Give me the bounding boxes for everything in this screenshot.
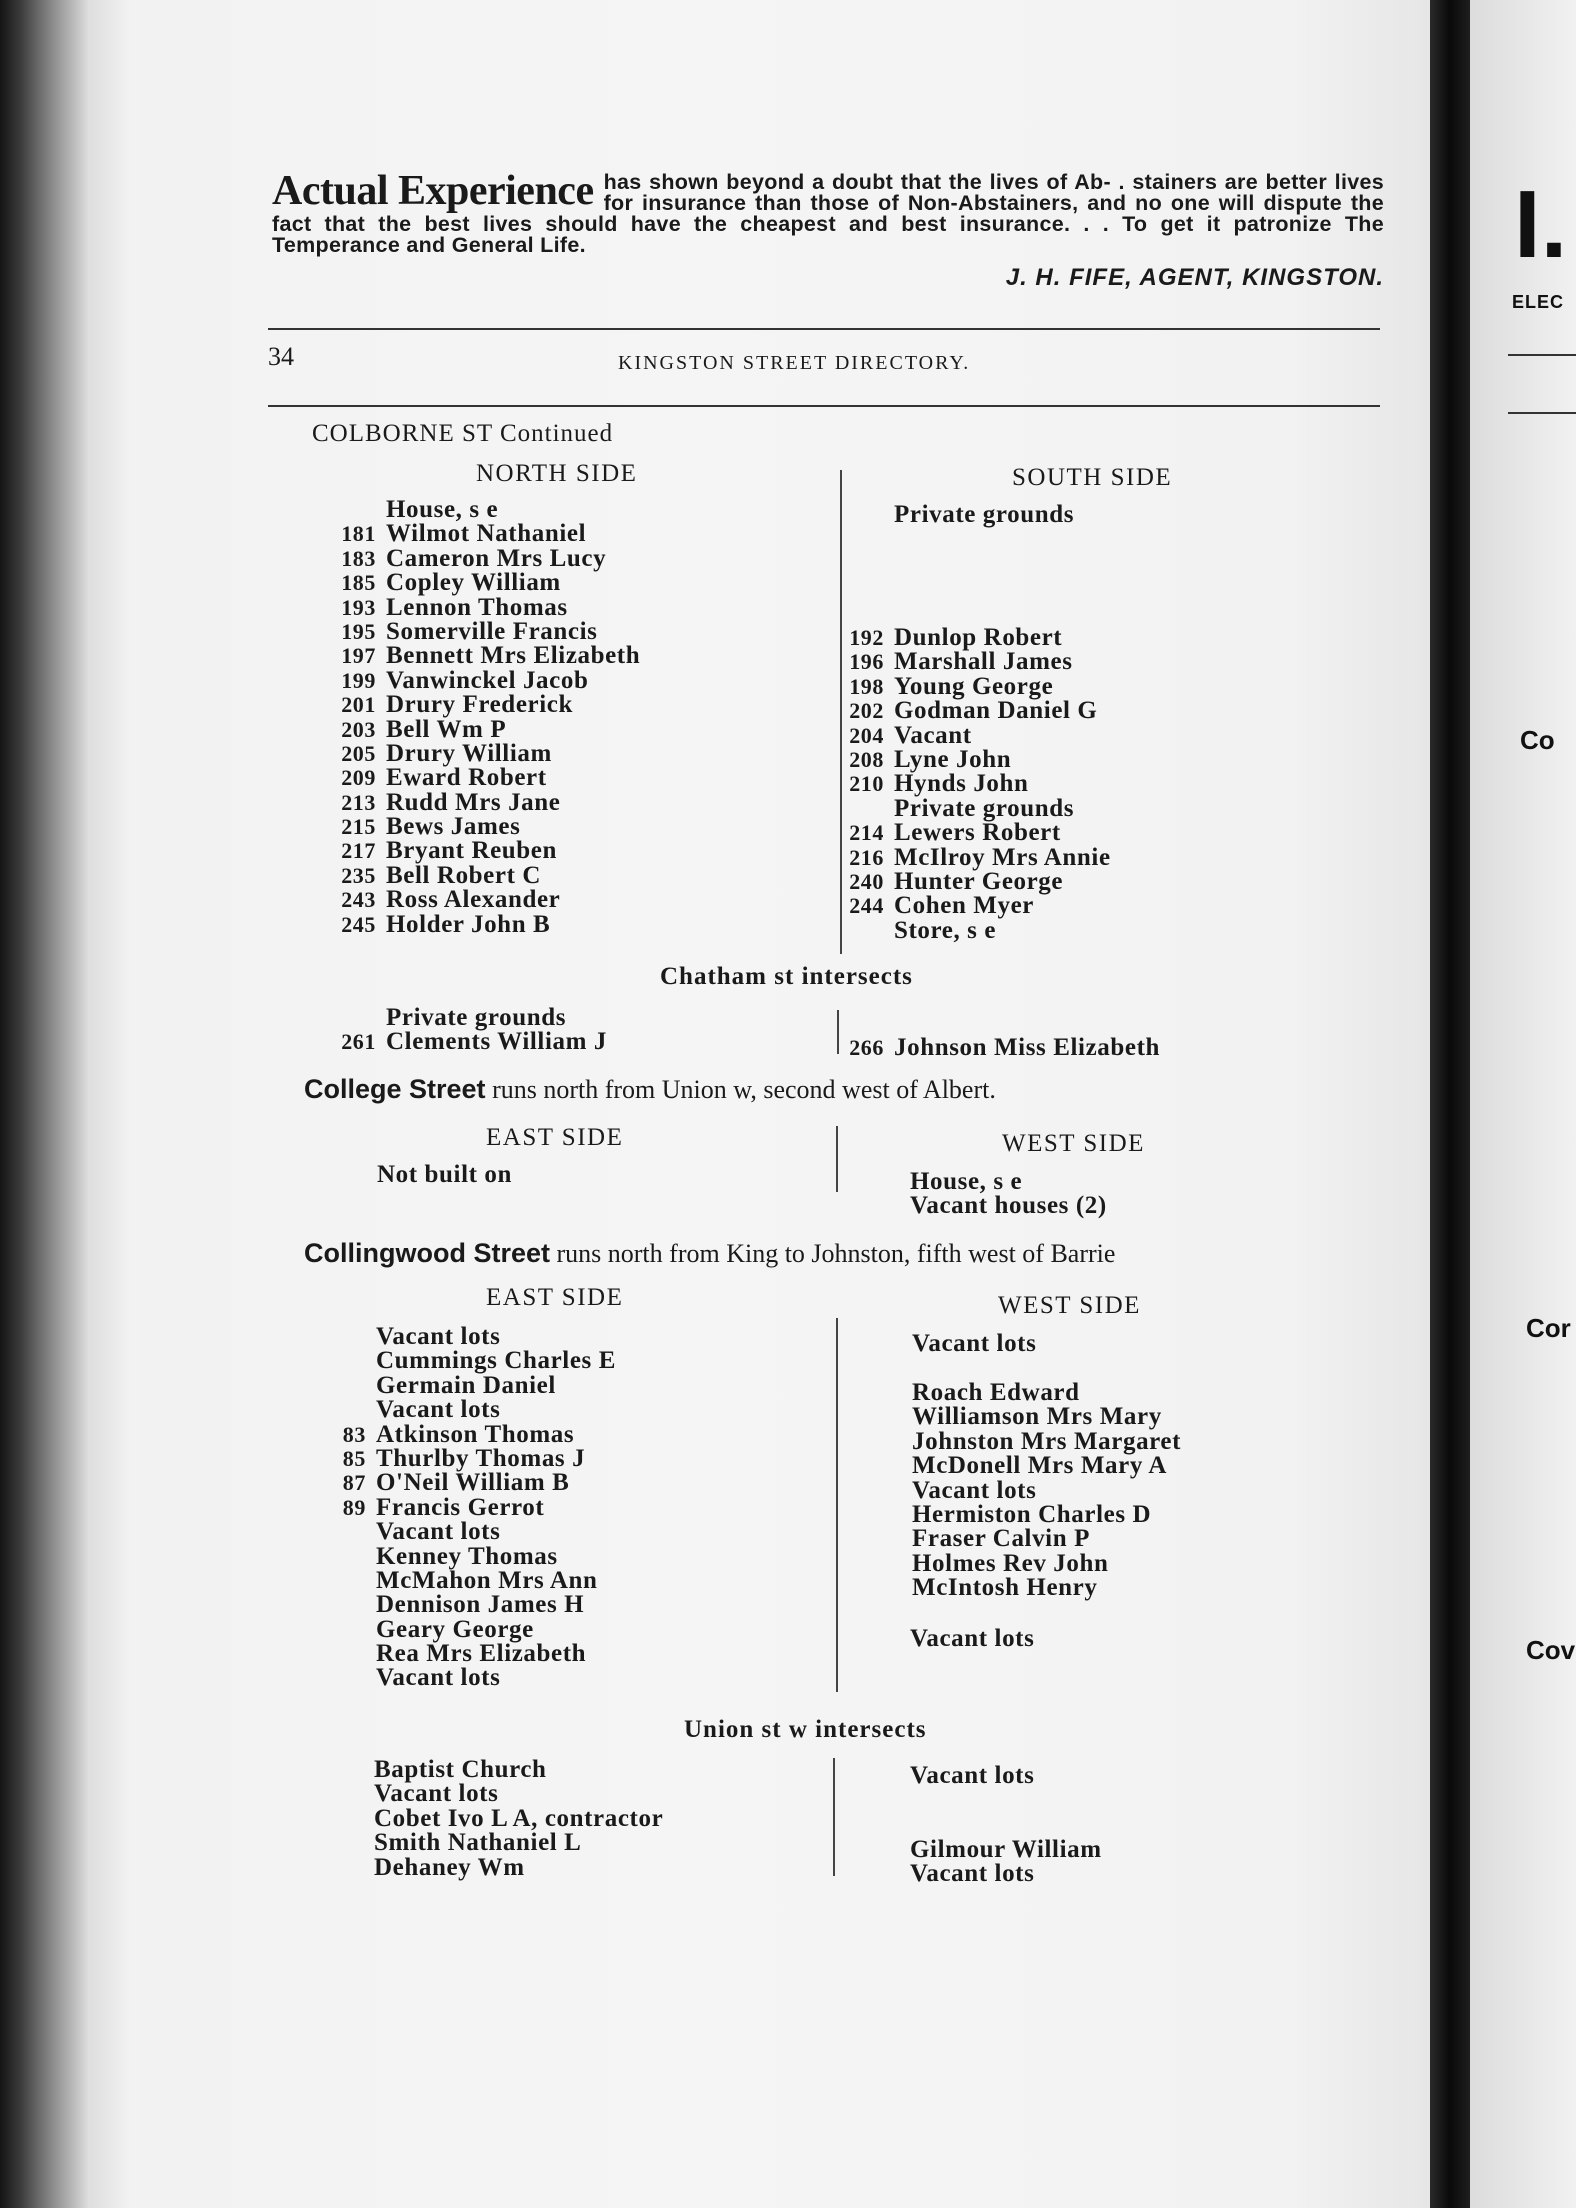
directory-entry: [312, 888, 640, 912]
resident-name: Cohen Myer: [894, 892, 1034, 920]
header-rule-bottom: [268, 405, 1380, 407]
directory-entry: [302, 1420, 616, 1448]
directory-entry: [312, 644, 640, 668]
house-number: 185: [341, 570, 376, 596]
resident-name: Bryant Reuben: [386, 837, 558, 865]
colborne-north-after-list: [312, 1006, 607, 1055]
resident-name: Wilmot Nathaniel: [386, 520, 587, 548]
next-page-word: Co: [1520, 725, 1555, 755]
book-gutter: [1430, 0, 1470, 2208]
house-number: 245: [341, 911, 376, 937]
directory-entry: [302, 1398, 616, 1422]
house-number: 183: [341, 545, 376, 571]
resident-name: Francis Gerrot: [376, 1493, 545, 1521]
directory-entry: [312, 861, 640, 889]
resident-name: Vanwinckel Jacob: [386, 666, 589, 694]
directory-entry: [312, 1030, 607, 1054]
directory-entry: [302, 1566, 616, 1594]
resident-name: Atkinson Thomas: [376, 1420, 575, 1448]
header-rule-top: [268, 328, 1380, 330]
colborne-south-header: SOUTH SIDE: [1012, 464, 1173, 491]
directory-entry: [838, 894, 1111, 918]
resident-name: Germain Daniel: [376, 1371, 556, 1399]
collingwood-street-line: [304, 1238, 1115, 1269]
house-number: 89: [342, 1494, 366, 1520]
directory-entry: [312, 617, 640, 645]
resident-name: Vacant lots: [910, 1625, 1035, 1652]
college-street-line: [304, 1074, 996, 1105]
resident-name: Dunlop Robert: [894, 624, 1063, 651]
resident-name: McIntosh Henry: [912, 1574, 1098, 1602]
directory-entry: [374, 1853, 663, 1881]
directory-entry: [912, 1405, 1181, 1429]
directory-entry: [374, 1804, 664, 1832]
directory-entry: [838, 916, 1111, 944]
directory-entry: [838, 721, 1111, 749]
resident-name: Young George: [894, 672, 1054, 700]
resident-name: Hynds John: [894, 770, 1029, 798]
directory-entry: [838, 699, 1111, 723]
collingwood-east-after-list: [374, 1758, 663, 1880]
directory-entry: [312, 522, 640, 546]
advertisement-lead: Actual Experience: [272, 168, 594, 214]
directory-entry: [838, 672, 1111, 700]
resident-name: Store, s e: [894, 916, 997, 944]
directory-entry: [374, 1831, 663, 1855]
directory-entry: [312, 498, 640, 522]
resident-name: Williamson Mrs Mary: [912, 1403, 1162, 1431]
resident-name: Dehaney Wm: [374, 1853, 525, 1881]
directory-entry: [912, 1476, 1181, 1504]
directory-entry: [910, 1862, 1102, 1886]
collingwood-intersect: Union st w intersects: [684, 1716, 927, 1743]
house-number: 214: [849, 820, 884, 846]
house-number: 235: [341, 862, 376, 888]
directory-entry: [377, 1163, 512, 1187]
directory-entry: [912, 1332, 1036, 1356]
resident-name: Vacant lots: [374, 1780, 499, 1808]
resident-name: Lewers Robert: [894, 819, 1061, 847]
colborne-south-after-list: [838, 1036, 1160, 1060]
college-east-list: [377, 1163, 512, 1187]
house-number: 243: [341, 887, 376, 913]
house-number: 193: [341, 594, 376, 620]
resident-name: Bell Robert C: [386, 861, 541, 889]
collingwood-west-top-list: [912, 1332, 1036, 1356]
column-divider: [836, 1126, 838, 1192]
resident-name: Dennison James H: [376, 1591, 585, 1619]
directory-entry: [838, 650, 1111, 674]
house-number: 208: [849, 746, 884, 772]
resident-name: Lyne John: [894, 745, 1012, 773]
resident-name: Vacant lots: [376, 1664, 501, 1692]
house-number: 217: [341, 838, 376, 864]
directory-entry: [312, 1006, 607, 1030]
resident-name: McDonell Mrs Mary A: [912, 1452, 1168, 1480]
college-street-name: College Street: [304, 1074, 486, 1104]
resident-name: Godman Daniel G: [894, 697, 1098, 725]
resident-name: Cameron Mrs Lucy: [386, 544, 607, 572]
resident-name: Hermiston Charles D: [912, 1500, 1152, 1528]
house-number: 209: [341, 765, 376, 791]
house-number: 266: [849, 1035, 884, 1060]
house-number: 240: [849, 868, 884, 894]
house-number: 198: [849, 673, 884, 699]
resident-name: Gilmour William: [910, 1836, 1102, 1863]
resident-name: Vacant lots: [376, 1518, 501, 1546]
directory-entry: [912, 1381, 1181, 1405]
house-number: 83: [342, 1421, 366, 1447]
resident-name: Johnson Miss Elizabeth: [894, 1034, 1161, 1061]
house-number: 202: [849, 698, 884, 724]
directory-entry: [838, 1036, 1160, 1060]
directory-entry: [302, 1542, 616, 1570]
directory-entry: [912, 1527, 1181, 1551]
directory-entry: [302, 1493, 616, 1521]
resident-name: Private grounds: [386, 1004, 567, 1031]
column-divider: [833, 1758, 835, 1876]
resident-name: Smith Nathaniel L: [374, 1829, 582, 1857]
directory-entry: [838, 821, 1111, 845]
resident-name: Cummings Charles E: [376, 1347, 616, 1375]
directory-entry: [374, 1782, 663, 1806]
directory-entry: [302, 1520, 616, 1544]
directory-entry: [302, 1349, 616, 1373]
resident-name: Clements William J: [386, 1028, 607, 1056]
resident-name: Not built on: [377, 1161, 513, 1188]
resident-name: Fraser Calvin P: [912, 1525, 1090, 1553]
directory-entry: [302, 1666, 616, 1690]
resident-name: Thurlby Thomas J: [376, 1444, 586, 1472]
directory-entry: [910, 1764, 1034, 1788]
resident-name: Baptist Church: [374, 1756, 547, 1783]
directory-entry: [912, 1500, 1181, 1528]
house-number: 210: [849, 771, 884, 797]
colborne-south-top-list: [838, 503, 1074, 527]
house-number: 196: [849, 649, 884, 675]
resident-name: Vacant: [894, 721, 972, 749]
resident-name: McIlroy Mrs Annie: [894, 843, 1111, 871]
directory-entry: [312, 571, 640, 595]
college-west-list: [910, 1170, 1107, 1219]
directory-entry: [838, 772, 1111, 796]
next-page-word: Cor: [1526, 1313, 1571, 1343]
advertisement-agent: J. H. FIFE, AGENT, KINGSTON.: [1005, 264, 1384, 291]
directory-entry: [302, 1642, 616, 1666]
advertisement-body: has shown beyond a doubt that the lives of Ab- . stainers are better lives for insurance than those of Non-Abstainers, and no one will dispute the fact that the best lives should have the cheapest and best insurance. . . To get it patronize The Temperance and General Life.: [272, 170, 1384, 257]
resident-name: House, s e: [910, 1168, 1023, 1195]
directory-entry: [912, 1549, 1181, 1577]
page-number: 34: [268, 342, 294, 371]
resident-name: House, s e: [386, 496, 499, 523]
house-number: 261: [341, 1029, 376, 1055]
resident-name: Drury Frederick: [386, 691, 573, 719]
directory-entry: [910, 1170, 1107, 1194]
resident-name: Marshall James: [894, 648, 1073, 676]
directory-entry: [838, 503, 1074, 527]
house-number: 204: [849, 722, 884, 748]
directory-entry: [910, 1194, 1107, 1218]
directory-entry: [838, 745, 1111, 773]
resident-name: Copley William: [386, 569, 561, 597]
resident-name: Somerville Francis: [386, 617, 598, 645]
directory-entry: [312, 815, 640, 839]
resident-name: Johnston Mrs Margaret: [912, 1427, 1182, 1455]
resident-name: Roach Edward: [912, 1379, 1080, 1406]
advertisement: [272, 168, 1384, 292]
collingwood-street-name: Collingwood Street: [304, 1238, 550, 1268]
house-number: 87: [342, 1470, 366, 1496]
resident-name: Lennon Thomas: [386, 593, 568, 621]
directory-entry: [910, 1838, 1102, 1862]
house-number: 195: [341, 618, 376, 644]
resident-name: Holder John B: [386, 910, 551, 938]
film-edge: [0, 0, 90, 2208]
collingwood-west-after-top-list: [910, 1764, 1034, 1788]
colborne-south-list: [838, 626, 1111, 943]
resident-name: Rea Mrs Elizabeth: [376, 1640, 587, 1668]
college-street-description: runs north from Union w, second west of Albert.: [492, 1075, 996, 1104]
directory-entry: [312, 715, 640, 743]
directory-entry: [910, 1627, 1034, 1651]
resident-name: Rudd Mrs Jane: [386, 788, 561, 816]
directory-entry: [312, 693, 640, 717]
resident-name: Private grounds: [894, 794, 1075, 822]
next-page-rule: [1508, 412, 1576, 414]
next-page-word: Cov: [1526, 1635, 1576, 1665]
resident-name: Vacant lots: [912, 1330, 1037, 1357]
house-number: 192: [849, 625, 884, 650]
house-number: 205: [341, 740, 376, 766]
collingwood-west-after-list: [910, 1838, 1102, 1887]
directory-entry: [912, 1454, 1181, 1478]
house-number: 213: [341, 789, 376, 815]
house-number: 181: [341, 521, 376, 547]
directory-entry: [302, 1615, 616, 1643]
directory-entry: [374, 1758, 663, 1782]
collingwood-west-list: [912, 1381, 1181, 1601]
next-page-caption: ELEC: [1512, 292, 1565, 312]
next-page-large-letter: I.: [1514, 171, 1568, 278]
resident-name: McMahon Mrs Ann: [376, 1566, 598, 1594]
directory-entry: [312, 910, 640, 938]
directory-entry: [838, 843, 1111, 871]
college-east-header: EAST SIDE: [486, 1124, 624, 1151]
resident-name: Ross Alexander: [386, 886, 561, 914]
column-divider: [836, 1318, 838, 1692]
college-west-header: WEST SIDE: [1002, 1130, 1145, 1157]
directory-entry: [312, 544, 640, 572]
directory-entry: [302, 1325, 616, 1349]
house-number: 199: [341, 667, 376, 693]
colborne-continued-heading: COLBORNE ST Continued: [312, 420, 614, 447]
resident-name: Drury William: [386, 739, 552, 767]
resident-name: Geary George: [376, 1615, 534, 1643]
directory-entry: [838, 626, 1111, 650]
house-number: 201: [341, 692, 376, 718]
directory-entry: [302, 1471, 616, 1495]
resident-name: Kenney Thomas: [376, 1542, 558, 1570]
directory-entry: [312, 739, 640, 767]
directory-entry: [312, 593, 640, 621]
directory-entry: [312, 766, 640, 790]
resident-name: Vacant lots: [910, 1860, 1035, 1888]
collingwood-west-bottom-list: [910, 1627, 1034, 1651]
resident-name: Private grounds: [894, 501, 1075, 528]
resident-name: Cobet Ivo L A, contractor: [374, 1804, 664, 1832]
running-title: KINGSTON STREET DIRECTORY.: [618, 352, 971, 374]
collingwood-street-description: runs north from King to Johnston, fifth west of Barrie: [556, 1239, 1116, 1268]
directory-entry: [838, 867, 1111, 895]
directory-entry: [312, 788, 640, 816]
resident-name: Vacant lots: [910, 1762, 1035, 1789]
directory-entry: [838, 794, 1111, 822]
directory-entry: [912, 1576, 1181, 1600]
advertisement-text: [272, 168, 1384, 257]
resident-name: O'Neil William B: [376, 1469, 570, 1497]
directory-entry: [302, 1371, 616, 1399]
house-number: 215: [341, 814, 376, 840]
house-number: 203: [341, 716, 376, 742]
directory-entry: [312, 666, 640, 694]
house-number: 197: [341, 643, 376, 669]
resident-name: Bennett Mrs Elizabeth: [386, 642, 641, 670]
collingwood-east-list: [302, 1325, 616, 1691]
directory-entry: [302, 1593, 616, 1617]
resident-name: Bell Wm P: [386, 715, 507, 743]
colborne-north-header: NORTH SIDE: [476, 460, 638, 487]
resident-name: Vacant lots: [912, 1476, 1037, 1504]
next-page-fragment: [1470, 0, 1576, 2208]
colborne-intersect: Chatham st intersects: [660, 963, 913, 990]
directory-entry: [912, 1427, 1182, 1455]
resident-name: Hunter George: [894, 867, 1064, 895]
resident-name: Bews James: [386, 813, 521, 841]
house-number: 216: [849, 844, 884, 870]
resident-name: Eward Robert: [386, 764, 547, 792]
house-number: 244: [849, 893, 884, 919]
colborne-north-list: [312, 498, 640, 937]
resident-name: Vacant lots: [376, 1323, 501, 1350]
resident-name: Vacant houses (2): [910, 1192, 1107, 1220]
directory-entry: [302, 1444, 616, 1472]
directory-entry: [312, 839, 640, 863]
collingwood-west-header: WEST SIDE: [998, 1292, 1141, 1319]
resident-name: Holmes Rev John: [912, 1549, 1109, 1577]
resident-name: Vacant lots: [376, 1396, 501, 1424]
collingwood-east-header: EAST SIDE: [486, 1284, 624, 1311]
house-number: 85: [342, 1445, 366, 1471]
next-page-rule: [1508, 354, 1576, 356]
